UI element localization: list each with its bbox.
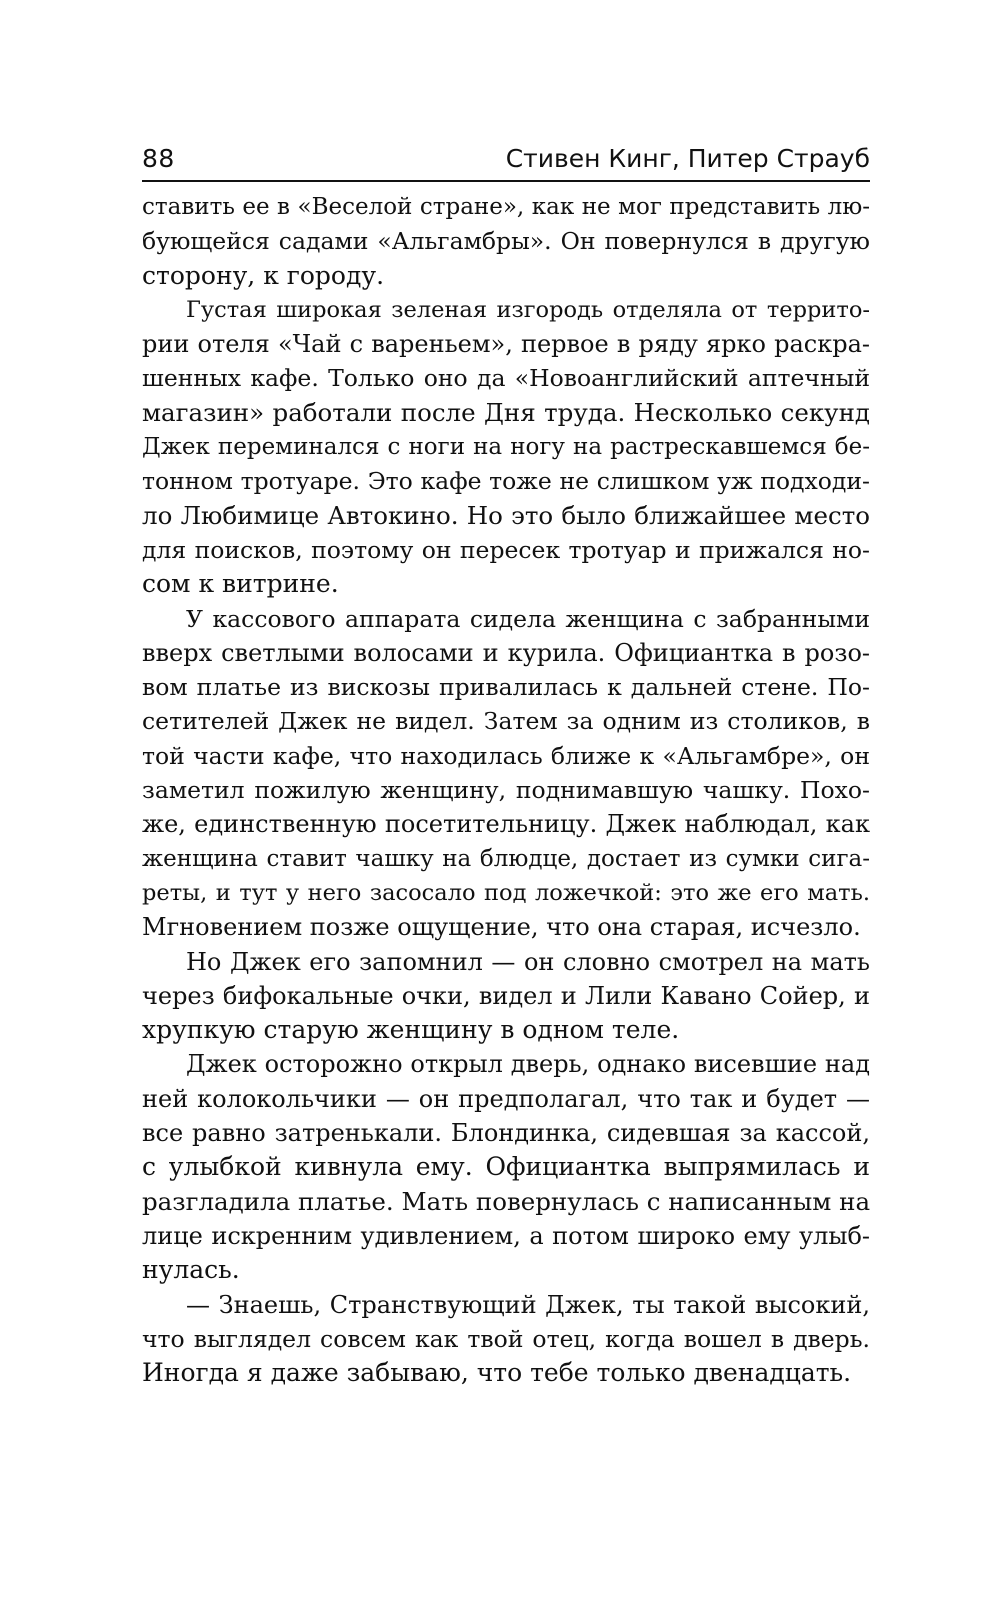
page-number: 88 <box>142 144 175 173</box>
text-line: лице искренним удивлением, а потом широко ему улыб- <box>142 1221 870 1250</box>
text-line: сторону, к городу. <box>142 260 385 290</box>
text-line: Но Джек его запомнил — он словно смотрел на мать <box>186 947 870 976</box>
body-text <box>142 190 870 1390</box>
text-line: что выглядел совсем как твой отец, когда вошел в дверь. <box>142 1324 870 1353</box>
text-line: ло Любимице Автокино. Но это было ближайшее место <box>142 500 870 530</box>
paragraph <box>142 602 870 945</box>
text-line: ней колокольчики — он предполагал, что так и будет — <box>142 1084 870 1113</box>
text-line: все равно затренькали. Блондинка, сидевшая за кассой, <box>142 1119 870 1148</box>
text-line: Джек осторожно открыл дверь, однако висевшие над <box>186 1050 870 1079</box>
text-line: с улыбкой кивнула ему. Официантка выпрямилась и <box>142 1152 870 1182</box>
text-line: нулась. <box>142 1255 240 1285</box>
text-line: У кассового аппарата сидела женщина с забранными <box>186 604 870 633</box>
text-line: Иногда я даже забываю, что тебе только двенадцать. <box>142 1358 852 1388</box>
paragraph <box>142 1047 870 1287</box>
running-header <box>142 140 870 182</box>
paragraph <box>142 190 870 293</box>
text-line: сом к витрине. <box>142 569 339 599</box>
text-line: же, единственную посетительницу. Джек наблюдал, как <box>142 810 870 839</box>
paragraph <box>142 945 870 1048</box>
text-line: реты, и тут у него засосало под ложечкой: это же его мать. <box>142 879 870 906</box>
paragraph <box>142 1288 870 1391</box>
text-line: шенных кафе. Только оно да «Новоанглийский аптечный <box>142 364 870 393</box>
book-authors: Стивен Кинг, Питер Страуб <box>505 144 870 173</box>
text-line: ставить ее в «Веселой стране», как не мог представить лю- <box>142 194 870 220</box>
text-line: через бифокальные очки, видел и Лили Кавано Сойер, и <box>142 981 870 1010</box>
paragraph <box>142 293 870 602</box>
text-line: Густая широкая зеленая изгородь отделяла от террито- <box>186 296 870 323</box>
text-line: — Знаешь, Странствующий Джек, ты такой высокий, <box>186 1290 870 1319</box>
text-line: вом платье из вискозы привалилась к дальней стене. По- <box>142 673 870 702</box>
text-line: той части кафе, что находилась ближе к «Альгамбре», он <box>142 741 870 770</box>
text-line: тонном тротуаре. Это кафе тоже не слишком уж подходи- <box>142 467 870 496</box>
text-line: женщина ставит чашку на блюдце, достает из сумки сига- <box>142 845 870 872</box>
text-line: заметил пожилую женщину, поднимавшую чашку. Похо- <box>142 776 870 805</box>
text-line: магазин» работали после Дня труда. Несколько секунд <box>142 397 870 427</box>
text-line: разгладила платье. Мать повернулась с написанным на <box>142 1186 871 1216</box>
text-line: рии отеля «Чай с вареньем», первое в ряду ярко раскра- <box>142 330 870 359</box>
text-line: вверх светлыми волосами и курила. Официантка в розо- <box>142 638 870 667</box>
text-line: хрупкую старую женщину в одном теле. <box>142 1015 680 1045</box>
text-line: бующейся садами «Альгамбры». Он повернулся в другую <box>142 227 870 256</box>
text-line: для поисков, поэтому он пересек тротуар и прижался но- <box>142 535 870 564</box>
text-line: сетителей Джек не видел. Затем за одним из столиков, в <box>142 707 870 736</box>
text-line: Джек переминался с ноги на ногу на растрескавшемся бе- <box>142 434 870 461</box>
text-line: Мгновением позже ощущение, что она старая, исчезло. <box>142 913 861 942</box>
